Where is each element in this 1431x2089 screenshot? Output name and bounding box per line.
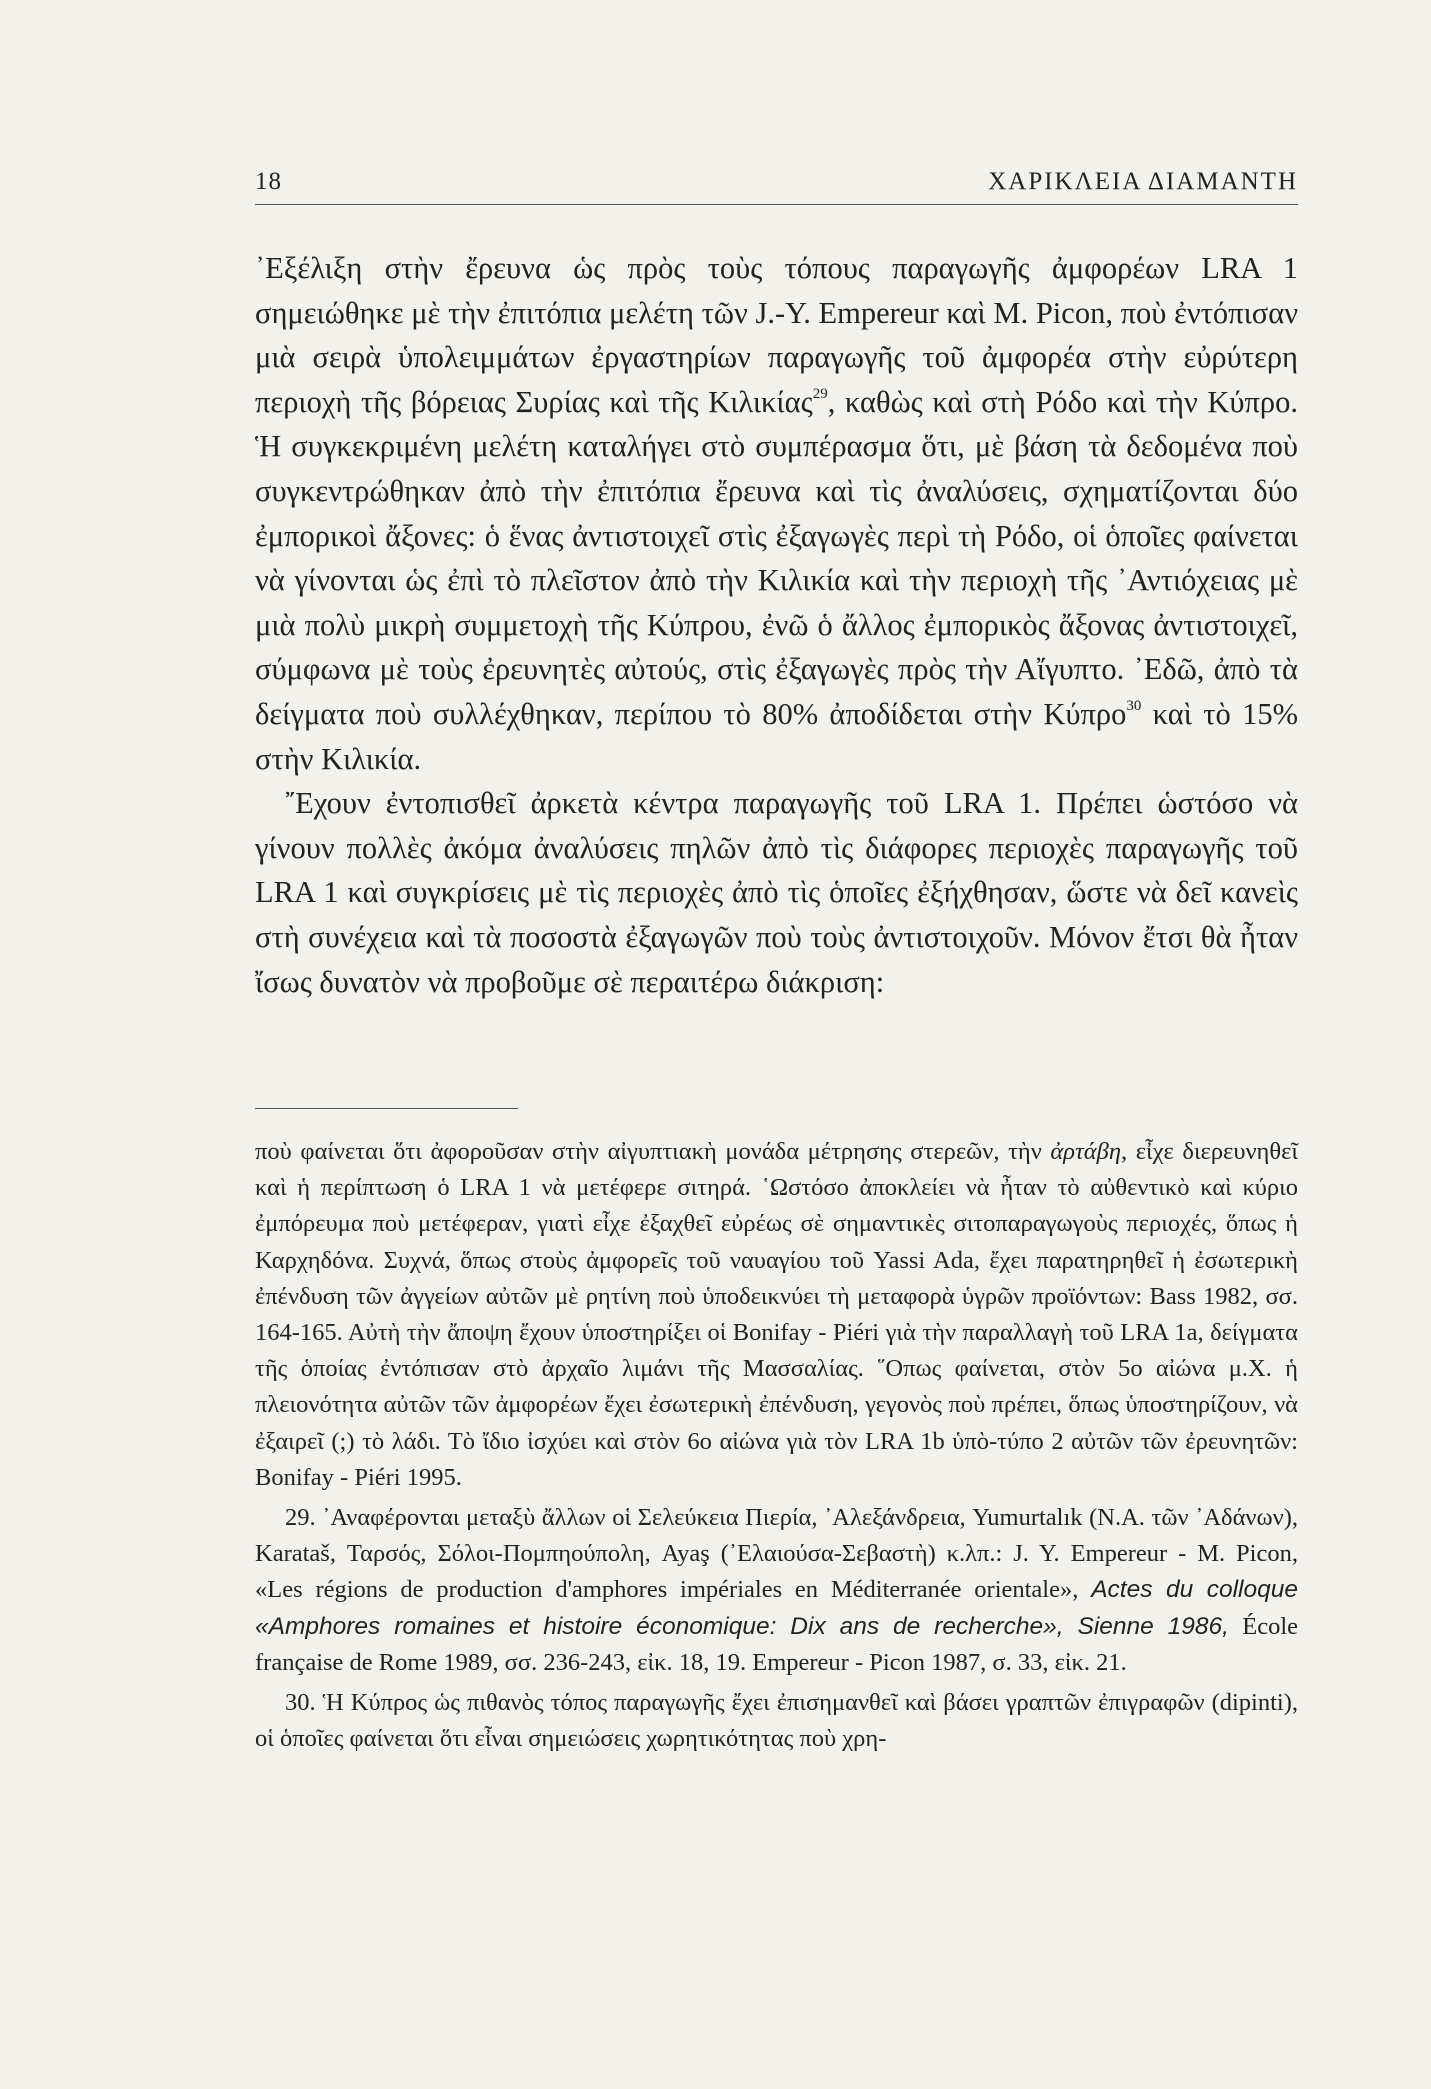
footnote-29-part-a: 29. ᾿Αναφέρονται μεταξὺ ἄλλων οἱ Σελεύκεια Πιερία, ᾿Αλεξάνδρεια, Yumurtalık (Ν.Α. τῶν ᾿Αδάνων), Karataš, Ταρσός, Σόλοι-Πομπηούπολη, Ayaş (᾿Ελαιούσα-Σεβαστὴ) κ.λπ.: J. Y. Empereur - M. Picon, «Les régions de production d'amphores impériales en Méditerranée orientale», bbox=[255, 1504, 1298, 1604]
footnote-cont-artavi: ἀρτάβη bbox=[1050, 1138, 1122, 1165]
paragraph-1 bbox=[255, 246, 1298, 781]
footnote-30: 30. Ἡ Κύπρος ὡς πιθανὸς τόπος παραγωγῆς ἔχει ἐπισημανθεῖ καὶ βάσει γραπτῶν ἐπιγραφῶν (dipinti), οἱ ὁποῖες φαίνεται ὅτι εἶναι σημειώσεις χωρητικότητας ποὺ χρη- bbox=[255, 1689, 1298, 1753]
footnote-ref-30: 30 bbox=[1126, 697, 1142, 714]
paragraph-1-part-a: ᾿Εξέλιξη στὴν ἔρευνα ὡς πρὸς τοὺς τόπους παραγωγῆς ἀμφορέων LRA 1 σημειώθηκε μὲ τὴν ἐπιτόπια μελέτη τῶν J.-Y. Empereur καὶ M. Picon, ποὺ ἐντόπισαν μιὰ σειρὰ ὑπολειμμάτων ἐργαστηρίων παραγωγῆς τοῦ ἀμφορέα στὴν εὐρύτερη περιοχὴ τῆς βόρειας Συρίας καὶ τῆς Κιλικίας bbox=[255, 251, 1298, 419]
footnotes bbox=[255, 1134, 1298, 1761]
paragraph-2: ῎Εχουν ἐντοπισθεῖ ἀρκετὰ κέντρα παραγωγῆς τοῦ LRA 1. Πρέπει ὡστόσο νὰ γίνουν πολλὲς ἀκόμα ἀναλύσεις πηλῶν ἀπὸ τὶς διάφορες περιοχὲς παραγωγῆς τοῦ LRA 1 καὶ συγκρίσεις μὲ τὶς περιοχὲς ἀπὸ τὶς ὁποῖες ἐξήχθησαν, ὥστε νὰ δεῖ κανεὶς στὴ συνέχεια καὶ τὰ ποσοστὰ ἐξαγωγῶν ποὺ τοὺς ἀντιστοιχοῦν. Μόνον ἔτσι θὰ ἦταν ἴσως δυνατὸν νὰ προβοῦμε σὲ περαιτέρω διάκριση: bbox=[255, 786, 1298, 999]
footnote-continuation bbox=[255, 1134, 1298, 1496]
footnote-29 bbox=[255, 1500, 1298, 1681]
paragraph-1-part-b: , καθὼς καὶ στὴ Ρόδο καὶ τὴν Κύπρο. Ἡ συγκεκριμένη μελέτη καταλήγει στὸ συμπέρασμα ὅτι, μὲ βάση τὰ δεδομένα ποὺ συγκεντρώθηκαν ἀπὸ τὴν ἐπιτόπια ἔρευνα καὶ τὶς ἀναλύσεις, σχηματίζονται δύο ἐμπορικοὶ ἄξονες: ὁ ἕνας ἀντιστοιχεῖ στὶς ἐξαγωγὲς περὶ τὴ Ρόδο, οἱ ὁποῖες φαίνεται νὰ γίνονται ὡς ἐπὶ τὸ πλεῖστον ἀπὸ τὴν Κιλικία καὶ τὴν περιοχὴ τῆς ᾿Αντιόχειας μὲ μιὰ πολὺ μικρὴ συμμετοχὴ τῆς Κύπρου, ἐνῶ ὁ ἄλλος ἐμπορικὸς ἄξονας ἀντιστοιχεῖ, σύμφωνα μὲ τοὺς ἐρευνητὲς αὐτούς, στὶς ἐξαγωγὲς πρὸς τὴν Αἴγυπτο. ᾿Εδῶ, ἀπὸ τὰ δείγματα ποὺ συλλέχθηκαν, περίπου τὸ 80% ἀποδίδεται στὴν Κύπρο bbox=[255, 384, 1298, 731]
paragraph-1-part-c: καὶ τὸ 15% στὴν Κιλικία. bbox=[255, 696, 1298, 776]
running-head-author: ΧΑΡΙΚΛΕΙΑ ΔΙΑΜΑΝΤΗ bbox=[988, 168, 1298, 195]
footnote-cont-part-b: , εἶχε διερευνηθεῖ καὶ ἡ περίπτωση ὁ LRA 1 νὰ μετέφερε σιτηρά. ῾Ωστόσο ἀποκλείει νὰ ἦταν τὸ αὐθεντικὸ καὶ κύριο ἐμπόρευμα ποὺ μετέφεραν, γιατὶ εἶχε ἐξαχθεῖ εὐρέως σὲ σημαντικὲς σιτοπαραγωγοὺς περιοχές, ὅπως ἡ Καρχηδόνα. Συχνά, ὅπως στοὺς ἀμφορεῖς τοῦ ναυαγίου τοῦ Yassi Ada, ἔχει παρατηρηθεῖ ἡ ἐσωτερικὴ ἐπένδυση τῶν ἀγγείων αὐτῶν μὲ ρητίνη ποὺ ὑποδεικνύει τὴ μεταφορὰ ὑγρῶν προϊόντων: Bass 1982, σσ. 164-165. Αὐτὴ τὴν ἄποψη ἔχουν ὑποστηρίξει οἱ Bonifay - Piéri γιὰ τὴν παραλλαγὴ τοῦ LRA 1a, δείγματα τῆς ὁποίας ἐντόπισαν στὸ ἀρχαῖο λιμάνι τῆς Μασσαλίας. ῞Οπως φαίνεται, στὸν 5ο αἰώνα μ.Χ. ἡ πλειονότητα αὐτῶν τῶν ἀμφορέων ἔχει ἐσωτερικὴ ἐπένδυση, γεγονὸς ποὺ πρέπει, ὅπως ὑποστηρίζουν, νὰ ἐξαιρεῖ (;) τὸ λάδι. Τὸ ἴδιο ἰσχύει καὶ στὸν 6ο αἰώνα γιὰ τὸν LRA 1b ὑπὸ-τύπο 2 αὐτῶν τῶν ἐρευνητῶν: Bonifay - Piéri 1995. bbox=[255, 1138, 1298, 1491]
main-text bbox=[255, 246, 1298, 1004]
footnote-cont-part-a: ποὺ φαίνεται ὅτι ἀφοροῦσαν στὴν αἰγυπτιακὴ μονάδα μέτρησης στερεῶν, τὴν bbox=[255, 1138, 1051, 1165]
footnote-29-part-b: École française de Rome 1989, σσ. 236-243, εἰκ. 18, 19. Empereur - Picon 1987, σ. 33, εἰκ. 21. bbox=[255, 1612, 1299, 1676]
footnote-29-title: Actes du colloque «Amphores romaines et histoire économique: Dix ans de recherche», Sienne 1986, bbox=[255, 1576, 1299, 1640]
page-number: 18 bbox=[255, 168, 282, 195]
running-header bbox=[255, 168, 1298, 205]
footnote-ref-29: 29 bbox=[812, 385, 828, 402]
footnote-separator bbox=[255, 1108, 518, 1109]
